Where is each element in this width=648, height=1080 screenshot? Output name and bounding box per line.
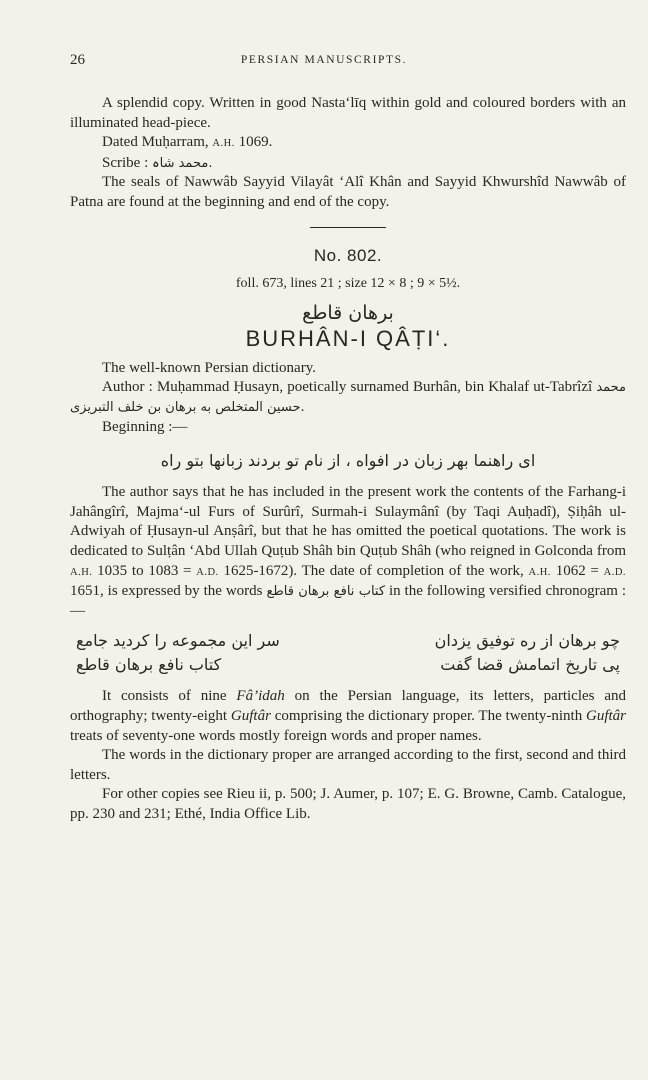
entry-description: The well-known Persian dictionary. [102,359,316,376]
entry-number: No. 802. [313,246,383,266]
entry-structure-paragraph: It consists of nine Fâ’idah on the Persian language, its letters, particles and orthography; twenty-eight Guftâr comprising the dictionary proper. The twenty-ninth Guftâr treats of seventy-one words mostly foreign words and proper names. [70,688,627,744]
author-persian-name: محمد حسين المتخلص به برهان بن خلف التبريزى. [70,380,627,416]
entry-contents-paragraph: The author says that he has included in the present work the contents of the Farhang-i Jahângîrî, Majma‘-ul Furs of Surûrî, Surmah-i Sulaymânî (by Taqi Auḥadî), Ṣiḥâh ul-Adwiyah of Ḥusayn-ul Anṣârî, but that he has omitted the poetical quotations. The work is dedicated to Sulṭân ‘Abd Ullah Quṭub Shâh bin Quṭub Shâh (who reigned in Golconda from A.H. 1035 to 1083 = A.D. 1625-1672). The date of completion of the work, A.H. 1062 = A.D. 1651, is expressed by the words كتاب نافع برهان قاطع in the following versified chronogram :— [70,484,627,619]
entry-title: BURHÂN-I QÂṬI‘. [245,326,451,352]
chronogram-words: كتاب نافع برهان قاطع [266,584,386,600]
running-title: PERSIAN MANUSCRIPTS. [240,54,408,66]
entry-beginning-label: Beginning :— [102,418,188,435]
beginning-verse: ای راهنما بهر زبان در افواه ، از نام تو بردند زبانها بتو راه [160,451,536,471]
entry-references-paragraph: For other copies see Rieu ii, p. 500; J. Aumer, p. 107; E. G. Browne, Camb. Catalogue, pp. 230 and 231; Ethé, India Office Lib. [70,786,626,822]
chronogram-verses [70,629,626,677]
section-divider [310,227,386,229]
entry-author: Author : Muḥammad Ḥusayn, poetically surnamed Burhân, bin Khalaf ut-Tabrîzî محمد حسين المتخلص به برهان بن خلف التبريزى. [70,379,627,416]
entry-arrangement-paragraph: The words in the dictionary proper are arranged according to the first, second and third letters. [70,747,626,783]
entry-folio-info: foll. 673, lines 21 ; size 12 × 8 ; 9 × 5½. [235,275,461,291]
chronogram-couplet: پی تاريخ اتمامش قضا گفت كتاب نافع برهان قاطع [76,655,620,675]
prev-entry-seals: The seals of Nawwâb Sayyid Vilayât ‘Alî Khân and Sayyid Khwurshîd Nawwâb of Patna are found at the beginning and end of the copy. [70,174,626,210]
page-body [70,94,626,825]
prev-entry-scribe: Scribe : محمد شاہ. [102,154,213,171]
entry-persian-title: برهان قاطع [302,302,394,325]
page-header [70,52,578,72]
chronogram-couplet: چو برهان از ره توفيق يزدان سر اين مجموعه را كرديد جامع [76,631,620,651]
prev-entry-description: A splendid copy. Written in good Nasta‘līq within gold and coloured borders with an illuminated head-piece. [70,95,626,131]
scribe-name: محمد شاہ. [152,155,213,171]
prev-entry-date: Dated Muḥarram, A.H. 1069. [102,134,273,151]
page-number: 26 [70,52,85,68]
